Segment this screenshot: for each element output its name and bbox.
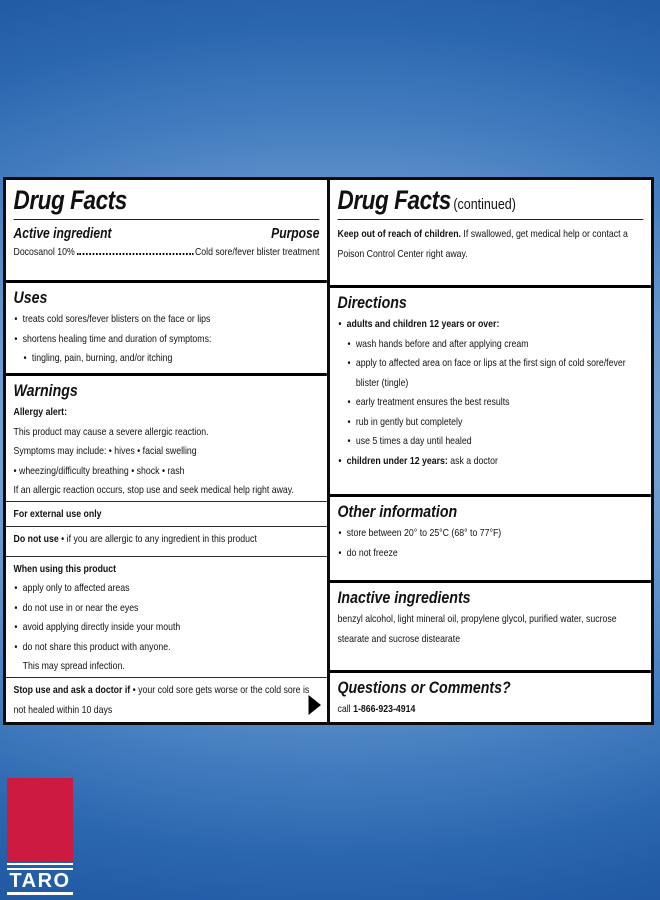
keep-out-text-block: [337, 225, 643, 264]
external-use-section: [6, 501, 327, 526]
warning-line: If an allergic reaction occurs, stop use and seek medical help right away.: [13, 484, 294, 496]
other-information-section: [330, 494, 651, 580]
when-using-section: [6, 556, 327, 677]
active-ingredient-purpose: Cold sore/fever blister treatment: [194, 246, 320, 258]
warnings-heading: Warnings: [13, 381, 78, 400]
taro-logo: [7, 778, 73, 895]
stop-use-lead: Stop use and ask a doctor if: [13, 684, 131, 696]
directions-heading: Directions: [337, 293, 407, 312]
drug-facts-panel: [3, 177, 654, 725]
keep-out-lead: Keep out of reach of children.: [337, 228, 461, 240]
active-ingredient-row: [13, 243, 319, 262]
keep-out-text: If swallowed, get medical help or contact a Poison Control Center right away.: [337, 228, 628, 260]
when-using-heading: When using this product: [13, 562, 117, 575]
uses-section: [6, 280, 327, 373]
bullet-item: • store between 20° to 25°C (68° to 77°F): [337, 524, 643, 544]
do-not-use-lead: Do not use: [13, 532, 59, 545]
taro-logo-mark: [7, 778, 73, 862]
uses-heading: Uses: [13, 288, 48, 307]
bullet-item: • treats cold sores/fever blisters on the face or lips: [13, 310, 319, 330]
bullet-item: • shortens healing time and duration of symptoms:: [13, 330, 319, 350]
active-ingredient-name: Docosanol 10%: [13, 246, 75, 258]
do-not-use-section: [6, 526, 327, 556]
bullet-item: • do not freeze: [337, 544, 643, 564]
bullet-item: • avoid applying directly inside your mouth: [13, 618, 319, 638]
call-lead: call: [337, 703, 351, 715]
taro-logo-bottom-rule: [7, 892, 73, 895]
title-rule: [13, 219, 319, 220]
do-not-use-text: • if you are allergic to any ingredient in this product: [61, 532, 257, 545]
sub-bullet-item: • tingling, pain, burning, and/or itching: [23, 349, 320, 369]
purpose-heading: Purpose: [271, 226, 320, 242]
warning-line: This product may cause a severe allergic reaction.: [13, 425, 209, 438]
children-line: [337, 452, 643, 472]
bullet-item: • apply only to affected areas: [13, 579, 319, 599]
bullet-item: • do not share this product with anyone.: [13, 638, 319, 658]
when-using-note: This may spread infection.: [22, 660, 125, 673]
drug-facts-header: [6, 180, 327, 280]
drug-facts-continued-header: [330, 180, 651, 285]
left-column: [6, 180, 327, 722]
allergy-alert-heading: Allergy alert:: [13, 406, 68, 418]
warning-line: • wheezing/difficulty breathing • shock • rash: [13, 464, 185, 477]
directions-section: [330, 285, 651, 494]
taro-logo-text: TARO: [9, 870, 71, 892]
inactive-ingredients-section: [330, 580, 651, 670]
stop-use-text: • your cold sore gets worse or the cold sore is not healed within 10 days: [13, 684, 310, 716]
other-information-heading: Other information: [337, 502, 458, 521]
dotted-leader: [76, 253, 193, 255]
bullet-item: • apply to affected area on face or lips at the first sign of cold sore/fever blister (tingle): [347, 354, 644, 393]
questions-heading: Questions or Comments?: [337, 678, 511, 697]
children-lead: children under 12 years:: [346, 454, 448, 467]
bullet-item: • early treatment ensures the best results: [347, 393, 644, 413]
title-rule: [337, 219, 643, 220]
adults-lead: • adults and children 12 years or over:: [337, 315, 643, 335]
call-line: [337, 700, 643, 720]
inactive-ingredients-heading: Inactive ingredients: [337, 588, 471, 607]
stop-use-section: [6, 677, 327, 722]
external-use-text: For external use only: [13, 507, 102, 520]
children-text: ask a doctor: [450, 454, 498, 467]
drug-facts-title-text: Drug Facts: [337, 185, 451, 215]
drug-facts-title: Drug Facts: [13, 185, 127, 215]
warning-line: Symptoms may include: • hives • facial swelling: [13, 445, 197, 457]
active-ingredient-heading: Active ingredient: [13, 226, 112, 242]
inactive-ingredients-text: benzyl alcohol, light mineral oil, propylene glycol, purified water, sucrose stearate and sucrose distearate: [337, 613, 617, 645]
drug-facts-continued-title: [337, 185, 643, 215]
phone-number: 1-866-923-4914: [353, 703, 416, 715]
right-column: [330, 180, 651, 722]
warnings-section: [6, 373, 327, 501]
continue-arrow-icon: [309, 695, 321, 715]
continued-label: (continued): [453, 196, 516, 213]
bullet-item: • do not use in or near the eyes: [13, 599, 319, 619]
bullet-item: • rub in gently but completely: [347, 413, 644, 433]
taro-logo-double-rule: [7, 863, 73, 870]
bullet-item: • wash hands before and after applying cream: [347, 335, 644, 355]
questions-section: [330, 670, 651, 722]
bullet-item: • use 5 times a day until healed: [347, 432, 644, 452]
